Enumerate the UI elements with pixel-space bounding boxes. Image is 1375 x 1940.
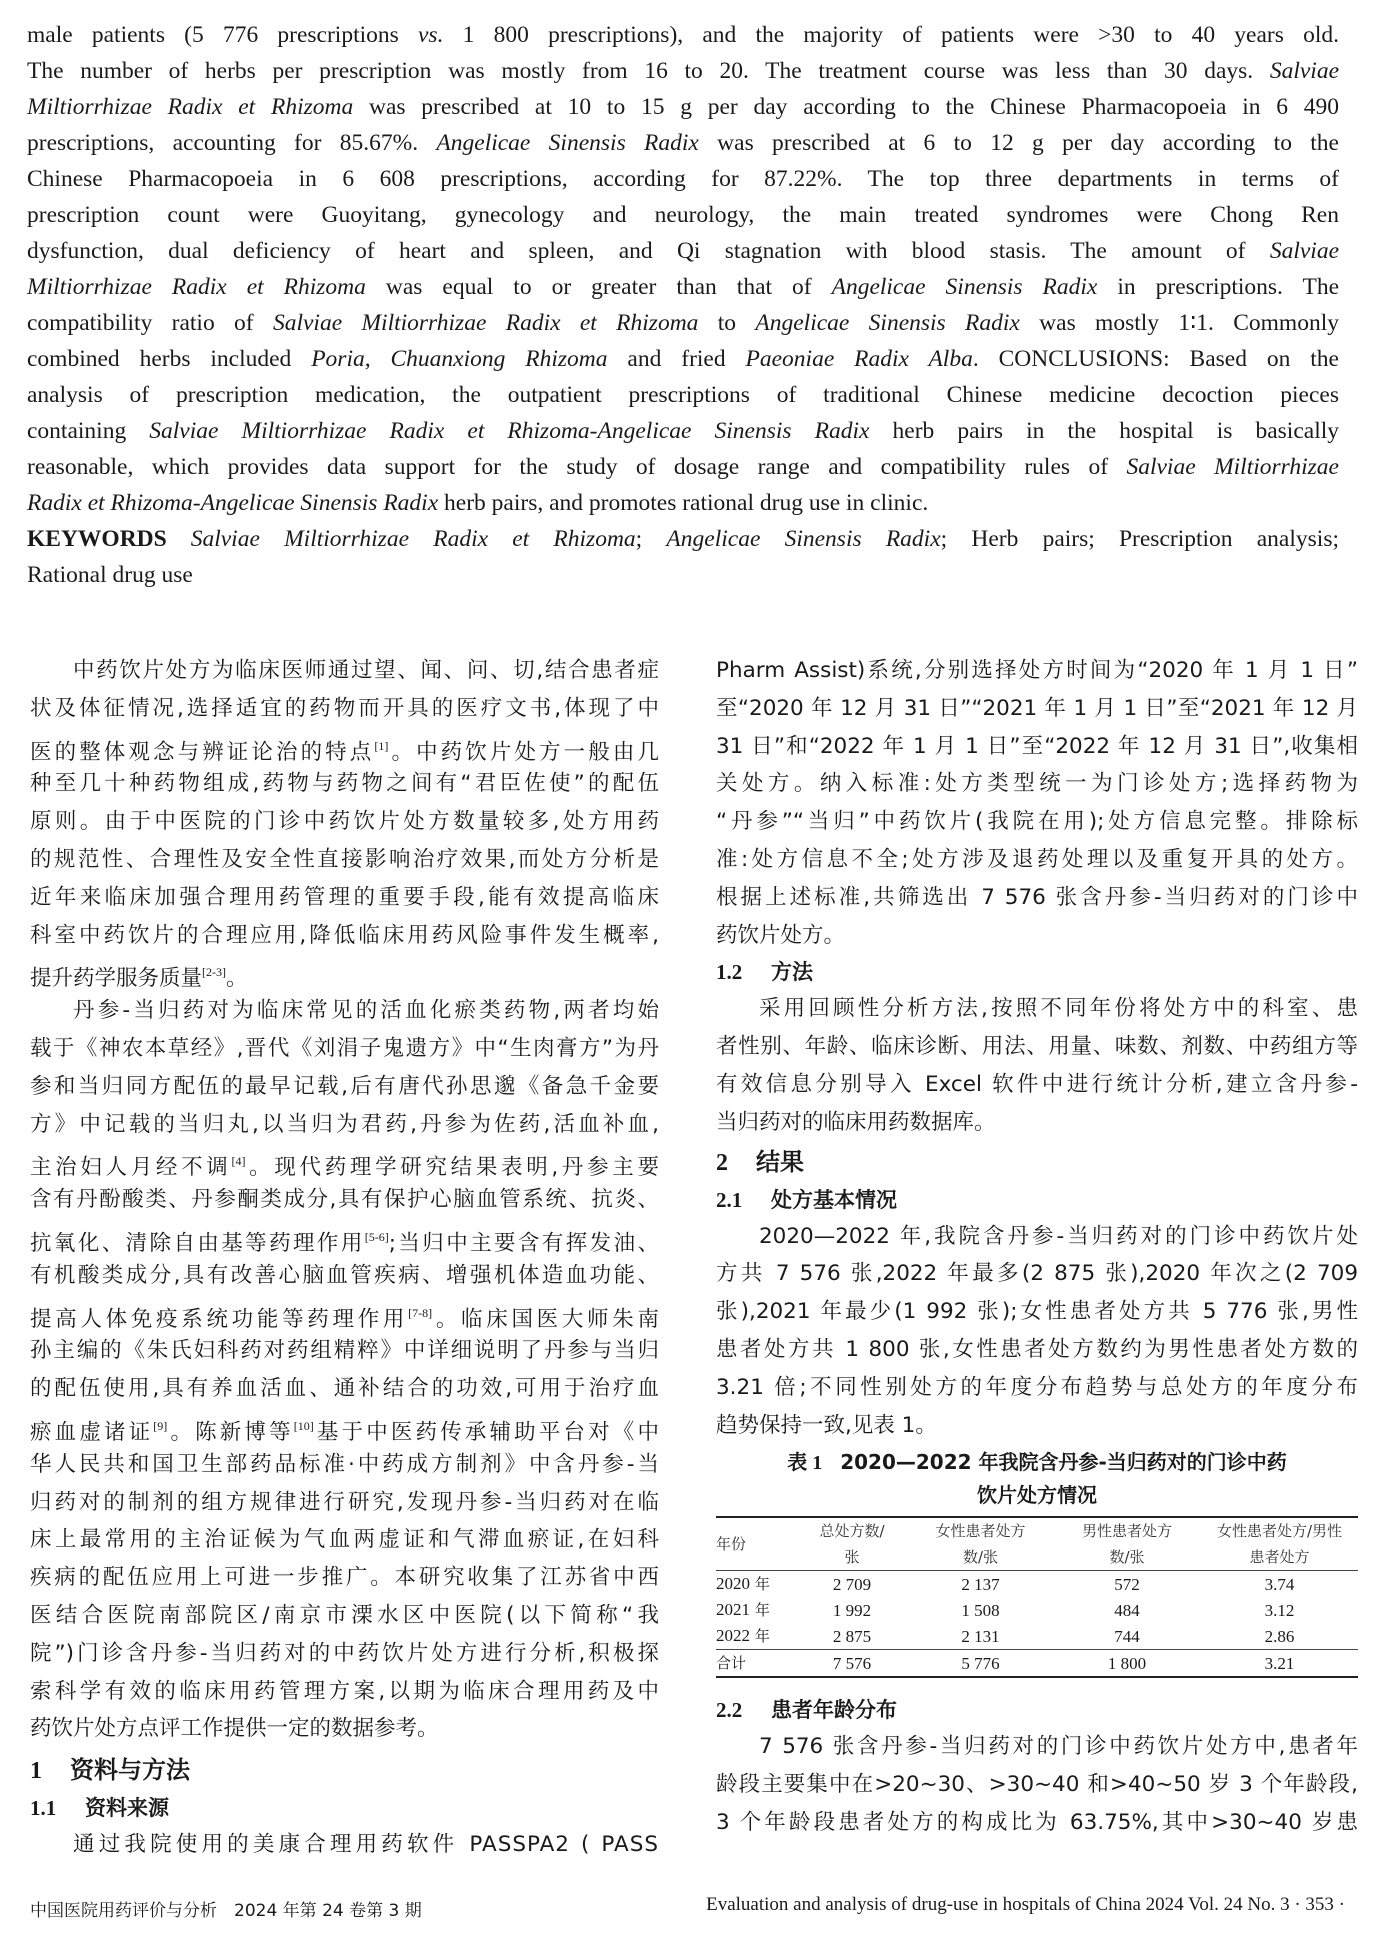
footer-journal-en: Evaluation and analysis of drug-use in hospitals of China 2024 Vol. 24 No. 3 · 353 · — [706, 1894, 1345, 1915]
year-cell — [716, 1571, 796, 1598]
abstract-line — [27, 197, 1339, 233]
line-text: 方共 7 576 张,2022 年最多(2 875 张),2020 年次之(2 709 — [716, 1261, 1358, 1287]
year-unit: 年 — [755, 1627, 771, 1646]
section-heading-2-1 — [716, 1182, 1358, 1218]
methods-paragraph — [716, 990, 1358, 1141]
paragraph-line — [716, 765, 1358, 803]
italic-term: Salviae — [1269, 238, 1339, 264]
paragraph-line — [716, 1255, 1358, 1293]
paragraph-line — [716, 803, 1358, 841]
abstract-line — [27, 161, 1339, 197]
line-text: 至“2020 年 12 月 31 日”“2021 年 1 月 1 日”至“2021 年 12 月 — [716, 695, 1358, 721]
table-caption-line-2: 饮片处方情况 — [977, 1483, 1097, 1508]
italic-term: Chuanxiong Rhizoma — [390, 346, 608, 372]
paragraph-line — [716, 1066, 1358, 1104]
section-title: 处方基本情况 — [771, 1187, 897, 1212]
year-cell — [716, 1597, 796, 1623]
paragraph-line — [30, 1370, 659, 1408]
table-row — [716, 1571, 1358, 1598]
line-text: 疾病的配伍应用上可进一步推广。本研究收集了江苏省中西 — [30, 1565, 659, 1591]
data-source-paragraph — [716, 652, 1358, 954]
section-title: 患者年龄分布 — [771, 1698, 897, 1723]
paragraph-line — [716, 879, 1358, 917]
citation-ref: [7-8] — [408, 1305, 433, 1320]
paragraph-line — [30, 992, 659, 1030]
line-text: 基于中医药传承辅助平台对《中 — [313, 1419, 659, 1445]
column-header-total: 总处方数/ — [796, 1517, 908, 1544]
line-text: 药饮片处方点评工作提供一定的数据参考。 — [30, 1716, 439, 1742]
text-run: herb pairs in the hospital is basically — [869, 418, 1339, 444]
female-cell: 1 508 — [961, 1600, 1000, 1620]
paragraph-line: 通过我院使用的美康合理用药软件 PASSPA2 ( PASS — [73, 1832, 659, 1858]
paragraph-line — [30, 728, 659, 766]
italic-term: Angelicae Sinensis Radix — [436, 130, 699, 156]
text-run: , — [364, 346, 391, 372]
footer-journal-cn: 中国医院用药评价与分析 2024 年第 24 卷第 3 期 — [30, 1901, 422, 1921]
left-column — [30, 652, 659, 1864]
paragraph-line — [30, 1219, 659, 1257]
paragraph-line — [30, 1446, 659, 1484]
table-caption-label: 表 1 — [787, 1452, 823, 1475]
abstract-line — [27, 413, 1339, 449]
italic-term: Poria — [311, 346, 365, 372]
column-header-male: 男性患者处方 — [1053, 1517, 1201, 1544]
line-text: 31 日”和“2022 年 1 月 1 日”至“2022 年 12 月 31 日”,收集相 — [716, 733, 1358, 759]
paragraph-line — [30, 652, 659, 690]
section-number: 1.2 — [716, 960, 743, 985]
line-text: 瘀血虚诸证 — [30, 1419, 154, 1445]
line-text: 提升药学服务质量 — [30, 966, 203, 992]
paragraph-line — [30, 1559, 659, 1597]
year-value: 2022 — [716, 1626, 750, 1646]
abstract-line — [27, 341, 1339, 377]
section-title: 结果 — [756, 1147, 804, 1176]
line-text: 提高人体免疫系统功能等药理作用 — [30, 1306, 409, 1332]
line-text: 的规范性、合理性及安全性直接影响治疗效果,而处方分析是 — [30, 846, 659, 872]
paragraph-line — [716, 1407, 1358, 1445]
total-cell: 7 576 — [796, 1650, 908, 1678]
line-text: 科室中药饮片的合理应用,降低临床用药风险事件发生概率, — [30, 922, 659, 948]
italic-term: Angelicae Sinensis Radix — [755, 310, 1020, 336]
paragraph-line — [30, 1257, 659, 1295]
line-text: 医结合医院南部院区/南京市溧水区中医院(以下简称“我 — [30, 1602, 659, 1628]
line-text: 当归药对的临床用药数据库。 — [716, 1109, 996, 1135]
line-text: 院”)门诊含丹参-当归药对的中药饮片处方进行分析,积极探 — [30, 1640, 659, 1666]
line-text: 含有丹酚酸类、丹参酮类成分,具有保护心脑血管系统、抗炎、 — [30, 1187, 659, 1213]
line-text: 抗氧化、清除自由基等药理作用 — [30, 1230, 365, 1256]
line-text: 者性别、年龄、临床诊断、用法、用量、味数、剂数、中药组方等 — [716, 1034, 1358, 1060]
italic-term: Salviae Miltiorrhizae Radix et Rhizoma — [272, 310, 699, 336]
section-title: 资料与方法 — [70, 1756, 190, 1785]
section-heading-1-1 — [30, 1790, 659, 1826]
table-header-row-2 — [716, 1544, 1358, 1571]
line-text: 有机酸类成分,具有改善心脑血管疾病、增强机体造血功能、 — [30, 1262, 659, 1288]
male-cell: 484 — [1114, 1600, 1140, 1620]
paragraph-line — [30, 1295, 659, 1333]
ratio-cell: 3.12 — [1264, 1600, 1295, 1620]
section-number: 2 — [716, 1149, 728, 1176]
line-text: 准:处方信息不全;处方涉及退药处理以及重复开具的处方。 — [716, 846, 1358, 872]
paragraph-line — [716, 728, 1358, 766]
abstract-line — [27, 485, 1339, 521]
paragraph-line — [30, 1030, 659, 1068]
paragraph-line — [30, 1068, 659, 1106]
paragraph-line — [716, 1028, 1358, 1066]
paragraph-line — [30, 1408, 659, 1446]
text-run: dysfunction, dual deficiency of heart and spleen, and Qi stagnation with blood stasis. The amount of — [27, 238, 1270, 264]
paragraph-line — [716, 990, 1358, 1028]
line-text: 患者处方共 1 800 张,女性患者处方数约为男性患者处方数的 — [716, 1336, 1358, 1362]
line-text: 龄段主要集中在>20~30、>30~40 和>40~50 岁 3 个年龄段, — [716, 1772, 1358, 1798]
intro-paragraph-2 — [30, 992, 659, 1748]
paragraph-line — [30, 803, 659, 841]
line-text: 采用回顾性分析方法,按照不同年份将处方中的科室、患 — [759, 996, 1358, 1022]
italic-term: Angelicae Sinensis Radix — [831, 274, 1098, 300]
paragraph-line — [716, 917, 1358, 955]
paragraph-line — [30, 1710, 659, 1748]
year-unit: 年 — [755, 1601, 771, 1620]
text-run: herb pairs, and promotes rational drug use in clinic. — [438, 490, 929, 516]
total-cell: 2 875 — [832, 1626, 872, 1646]
ratio-total-cell: 3.21 — [1201, 1650, 1358, 1678]
table-row — [716, 1623, 1358, 1650]
text-run: was prescribed at 10 to 15 g per day according to the Chinese Pharmacopoeia in 6 490 — [353, 94, 1340, 120]
line-text: “丹参”“当归”中药饮片(我院在用);处方信息完整。排除标 — [716, 809, 1358, 835]
line-text: 归药对的制剂的组方规律进行研究,发现丹参-当归药对在临 — [30, 1489, 659, 1515]
section-number: 1 — [30, 1758, 42, 1785]
line-text: 参和当归同方配伍的最早记载,后有唐代孙思邈《备急千金要 — [30, 1073, 659, 1099]
italic-term: Angelicae Sinensis Radix — [666, 526, 941, 552]
text-run: prescription count were Guoyitang, gynecology and neurology, the main treated syndromes were Chong Ren — [27, 202, 1339, 228]
text-run: to — [698, 310, 756, 336]
year-cell — [716, 1623, 796, 1650]
female-total-cell: 5 776 — [908, 1650, 1053, 1678]
column-header-year: 年份 — [716, 1517, 796, 1571]
ratio-cell: 2.86 — [1264, 1626, 1295, 1646]
paragraph-line — [30, 1673, 659, 1711]
line-text: 医的整体观念与辨证论治的特点 — [30, 739, 375, 765]
citation-ref: [1] — [374, 738, 389, 753]
line-text: 有效信息分别导入 Excel 软件中进行统计分析,建立含丹参- — [716, 1071, 1358, 1097]
paragraph-line — [30, 690, 659, 728]
paragraph-line — [30, 841, 659, 879]
citation-ref: [2-3] — [202, 965, 227, 980]
text-run: reasonable, which provides data support for the study of dosage range and compatibility rules of — [27, 454, 1127, 480]
text-run: was equal to or greater than that of — [365, 274, 832, 300]
text-run: was mostly 1∶1. Commonly — [1019, 310, 1339, 336]
line-text: 的配伍使用,具有养血活血、通补结合的功效,可用于治疗血 — [30, 1376, 659, 1402]
abstract-line — [27, 269, 1339, 305]
section-heading-2-2 — [716, 1692, 1358, 1728]
line-text: 状及体征情况,选择适宜的药物而开具的医疗文书,体现了中 — [30, 695, 659, 721]
paragraph-line — [30, 1106, 659, 1144]
keywords-list — [191, 526, 1339, 552]
text-run: compatibility ratio of — [27, 310, 273, 336]
line-text: 孙主编的《朱氏妇科药对药组精粹》中详细说明了丹参与当归 — [30, 1338, 659, 1364]
column-header-total-unit: 张 — [844, 1548, 860, 1567]
italic-term: Salviae Miltiorrhizae Radix et Rhizoma — [190, 526, 636, 552]
female-cell: 2 131 — [961, 1626, 1000, 1646]
paragraph-line — [30, 1143, 659, 1181]
text-run: containing — [27, 418, 150, 444]
male-total-cell: 1 800 — [1053, 1650, 1201, 1678]
paragraph-line — [716, 1104, 1358, 1142]
section-heading-1-2 — [716, 954, 1358, 990]
text-run: Chinese Pharmacopoeia in 6 608 prescriptions, according for 87.22%. The top three departments in terms of — [27, 166, 1339, 192]
italic-term: Salviae Miltiorrhizae — [1126, 454, 1339, 480]
abstract-line — [27, 233, 1339, 269]
line-text: Pharm Assist)系统,分别选择处方时间为“2020 年 1 月 1 日” — [716, 658, 1358, 683]
year-value: 2021 — [716, 1600, 750, 1620]
italic-term: Paeoniae Radix Alba — [745, 346, 973, 372]
section-number: 2.2 — [716, 1698, 743, 1723]
paragraph-line — [716, 652, 1358, 690]
text-run: The number of herbs per prescription was mostly from 16 to 20. The treatment course was less than 30 days. — [27, 58, 1270, 84]
text-run: and fried — [607, 346, 746, 372]
section-title: 方法 — [771, 960, 813, 985]
ratio-cell: 3.74 — [1264, 1574, 1295, 1594]
abstract-line — [27, 89, 1339, 125]
intro-paragraph-1 — [30, 652, 659, 992]
line-text: 近年来临床加强合理用药管理的重要手段,能有效提高临床 — [30, 884, 659, 910]
paragraph-line — [716, 1804, 1358, 1842]
keywords-label: KEYWORDS — [27, 526, 167, 552]
paragraph-line — [716, 690, 1358, 728]
paragraph-line — [716, 1766, 1358, 1804]
line-text: 张),2021 年最少(1 992 张);女性患者处方共 5 776 张,男性 — [716, 1299, 1358, 1325]
english-abstract — [27, 17, 1339, 593]
column-header-female: 女性患者处方 — [908, 1517, 1053, 1544]
keywords-line — [27, 521, 1339, 557]
line-text: 主治妇人月经不调 — [30, 1155, 232, 1181]
column-header-male-unit: 数/张 — [1109, 1548, 1145, 1567]
line-text: 丹参-当归药对为临床常见的活血化瘀类药物,两者均始 — [73, 998, 659, 1024]
line-text: 载于《神农本草经》,晋代《刘涓子鬼遗方》中“生肉膏方”为丹 — [30, 1035, 659, 1061]
line-text: ;当归中主要含有挥发油、 — [388, 1230, 659, 1256]
section-number: 2.1 — [716, 1187, 743, 1212]
table-row — [716, 1597, 1358, 1623]
text-run: analysis of prescription medication, the outpatient prescriptions of traditional Chinese medicine decoction pieces — [27, 382, 1339, 408]
total-cell: 2 709 — [832, 1574, 872, 1594]
paragraph-line — [716, 1728, 1358, 1766]
citation-ref: [5-6] — [364, 1229, 389, 1244]
age-paragraph — [716, 1728, 1358, 1841]
paragraph-line — [30, 1597, 659, 1635]
paragraph-line — [716, 1218, 1358, 1256]
paragraph-line — [716, 1369, 1358, 1407]
paragraph-line — [716, 1331, 1358, 1369]
abstract-line — [27, 125, 1339, 161]
table-caption — [716, 1446, 1358, 1479]
line-text: 原则。由于中医院的门诊中药饮片处方数量较多,处方用药 — [30, 809, 659, 835]
female-cell: 2 137 — [961, 1574, 1000, 1594]
line-text: 3 个年龄段患者处方的构成比为 63.75%,其中>30~40 岁患 — [716, 1809, 1358, 1835]
citation-ref: [9] — [153, 1418, 168, 1433]
paragraph-line — [716, 1293, 1358, 1331]
paragraph-line — [716, 841, 1358, 879]
section-heading-2 — [716, 1142, 1358, 1182]
paragraph-line — [30, 917, 659, 955]
text-run: 1 800 prescriptions), and the majority of patients were >30 to 40 years old. — [443, 22, 1339, 48]
line-text: 。中药饮片处方一般由几 — [388, 739, 659, 765]
abstract-line — [27, 17, 1339, 53]
abstract-line — [27, 305, 1339, 341]
table-1 — [716, 1446, 1358, 1678]
abstract-line — [27, 53, 1339, 89]
year-unit: 年 — [755, 1575, 771, 1594]
line-text: 。现代药理学研究结果表明,丹参主要 — [245, 1155, 659, 1181]
line-text: 药饮片处方。 — [716, 922, 846, 948]
abstract-line — [27, 449, 1339, 485]
paragraph-line — [30, 765, 659, 803]
line-text: 关处方。纳入标准:处方类型统一为门诊处方;选择药物为 — [716, 771, 1358, 797]
total-cell: 1 992 — [832, 1600, 872, 1620]
male-cell: 744 — [1114, 1626, 1140, 1646]
italic-term: Radix et Rhizoma-Angelicae Sinensis Radix — [27, 490, 439, 516]
table-caption-text: 2020—2022 年我院含丹参-当归药对的门诊中药 — [840, 1450, 1287, 1475]
paragraph-line — [30, 1332, 659, 1370]
line-text: 7 576 张含丹参-当归药对的门诊中药饮片处方中,患者年 — [759, 1734, 1358, 1760]
results-paragraph — [716, 1218, 1358, 1445]
text-run: male patients (5 776 prescriptions — [27, 22, 418, 48]
abstract-body — [27, 17, 1339, 521]
column-header-ratio-unit: 患者处方 — [1249, 1548, 1310, 1567]
line-text: 。临床国医大师朱南 — [432, 1306, 659, 1332]
text-run: prescriptions, accounting for 85.67%. — [27, 130, 437, 156]
text-run: in prescriptions. The — [1097, 274, 1339, 300]
table-1-grid — [716, 1516, 1358, 1678]
section-heading-1 — [30, 1750, 659, 1790]
paragraph-line — [30, 1635, 659, 1673]
italic-term: Salviae Miltiorrhizae Radix et Rhizoma-Angelicae Sinensis Radix — [149, 418, 870, 444]
abstract-line — [27, 377, 1339, 413]
paragraph-line — [30, 954, 659, 992]
text-run: was prescribed at 6 to 12 g per day according to the — [698, 130, 1339, 156]
line-text: 方》中记载的当归丸,以当归为君药,丹参为佐药,活血补血, — [30, 1111, 659, 1137]
line-text: 中药饮片处方为临床医师通过望、闻、问、切,结合患者症 — [73, 658, 659, 683]
line-text: 3.21 倍;不同性别处方的年度分布趋势与总处方的年度分布 — [716, 1374, 1358, 1400]
line-text: 床上最常用的主治证候为气血两虚证和气滞血瘀证,在妇科 — [30, 1527, 659, 1553]
total-label-cell — [716, 1650, 796, 1678]
italic-term: Miltiorrhizae Radix et Rhizoma — [27, 94, 354, 120]
paragraph-line — [30, 879, 659, 917]
citation-ref: [4] — [231, 1154, 246, 1169]
line-text: 索科学有效的临床用药管理方案,以期为临床合理用药及中 — [30, 1678, 659, 1704]
year-value: 2020 — [716, 1574, 750, 1594]
section-number: 1.1 — [30, 1796, 57, 1821]
column-header-ratio: 女性患者处方/男性 — [1201, 1517, 1358, 1544]
text-run: ; Herb pairs; Prescription analysis; — [940, 526, 1339, 552]
keywords-line-2: Rational drug use — [27, 562, 193, 588]
italic-term: Miltiorrhizae Radix et Rhizoma — [27, 274, 366, 300]
text-run: combined herbs included — [27, 346, 312, 372]
text-run: ; — [635, 526, 667, 552]
section-title: 资料来源 — [85, 1796, 169, 1821]
paragraph-line — [30, 1484, 659, 1522]
line-text: 华人民共和国卫生部药品标准·中药成方制剂》中含丹参-当 — [30, 1451, 659, 1477]
line-text: 。 — [226, 966, 248, 992]
right-column — [716, 652, 1358, 1842]
column-header-female-unit: 数/张 — [962, 1548, 999, 1567]
citation-ref: [10] — [293, 1418, 314, 1433]
italic-term: Salviae — [1269, 58, 1339, 84]
line-text: 根据上述标准,共筛选出 7 576 张含丹参-当归药对的门诊中 — [716, 884, 1358, 910]
text-run: . CONCLUSIONS: Based on the — [972, 346, 1339, 372]
paragraph-line — [30, 1181, 659, 1219]
line-text: 种至几十种药物组成,药物与药物之间有“君臣佐使”的配伍 — [30, 771, 659, 797]
table-total-row — [716, 1650, 1358, 1678]
line-text: 。陈新博等 — [167, 1419, 294, 1445]
total-label: 合计 — [716, 1654, 747, 1673]
line-text: 2020—2022 年,我院含丹参-当归药对的门诊中药饮片处 — [759, 1223, 1358, 1249]
table-header-row — [716, 1517, 1358, 1544]
male-cell: 572 — [1114, 1574, 1140, 1594]
italic-term: vs. — [418, 22, 444, 48]
paragraph-line — [30, 1521, 659, 1559]
line-text: 趋势保持一致,见表 1。 — [716, 1412, 937, 1438]
